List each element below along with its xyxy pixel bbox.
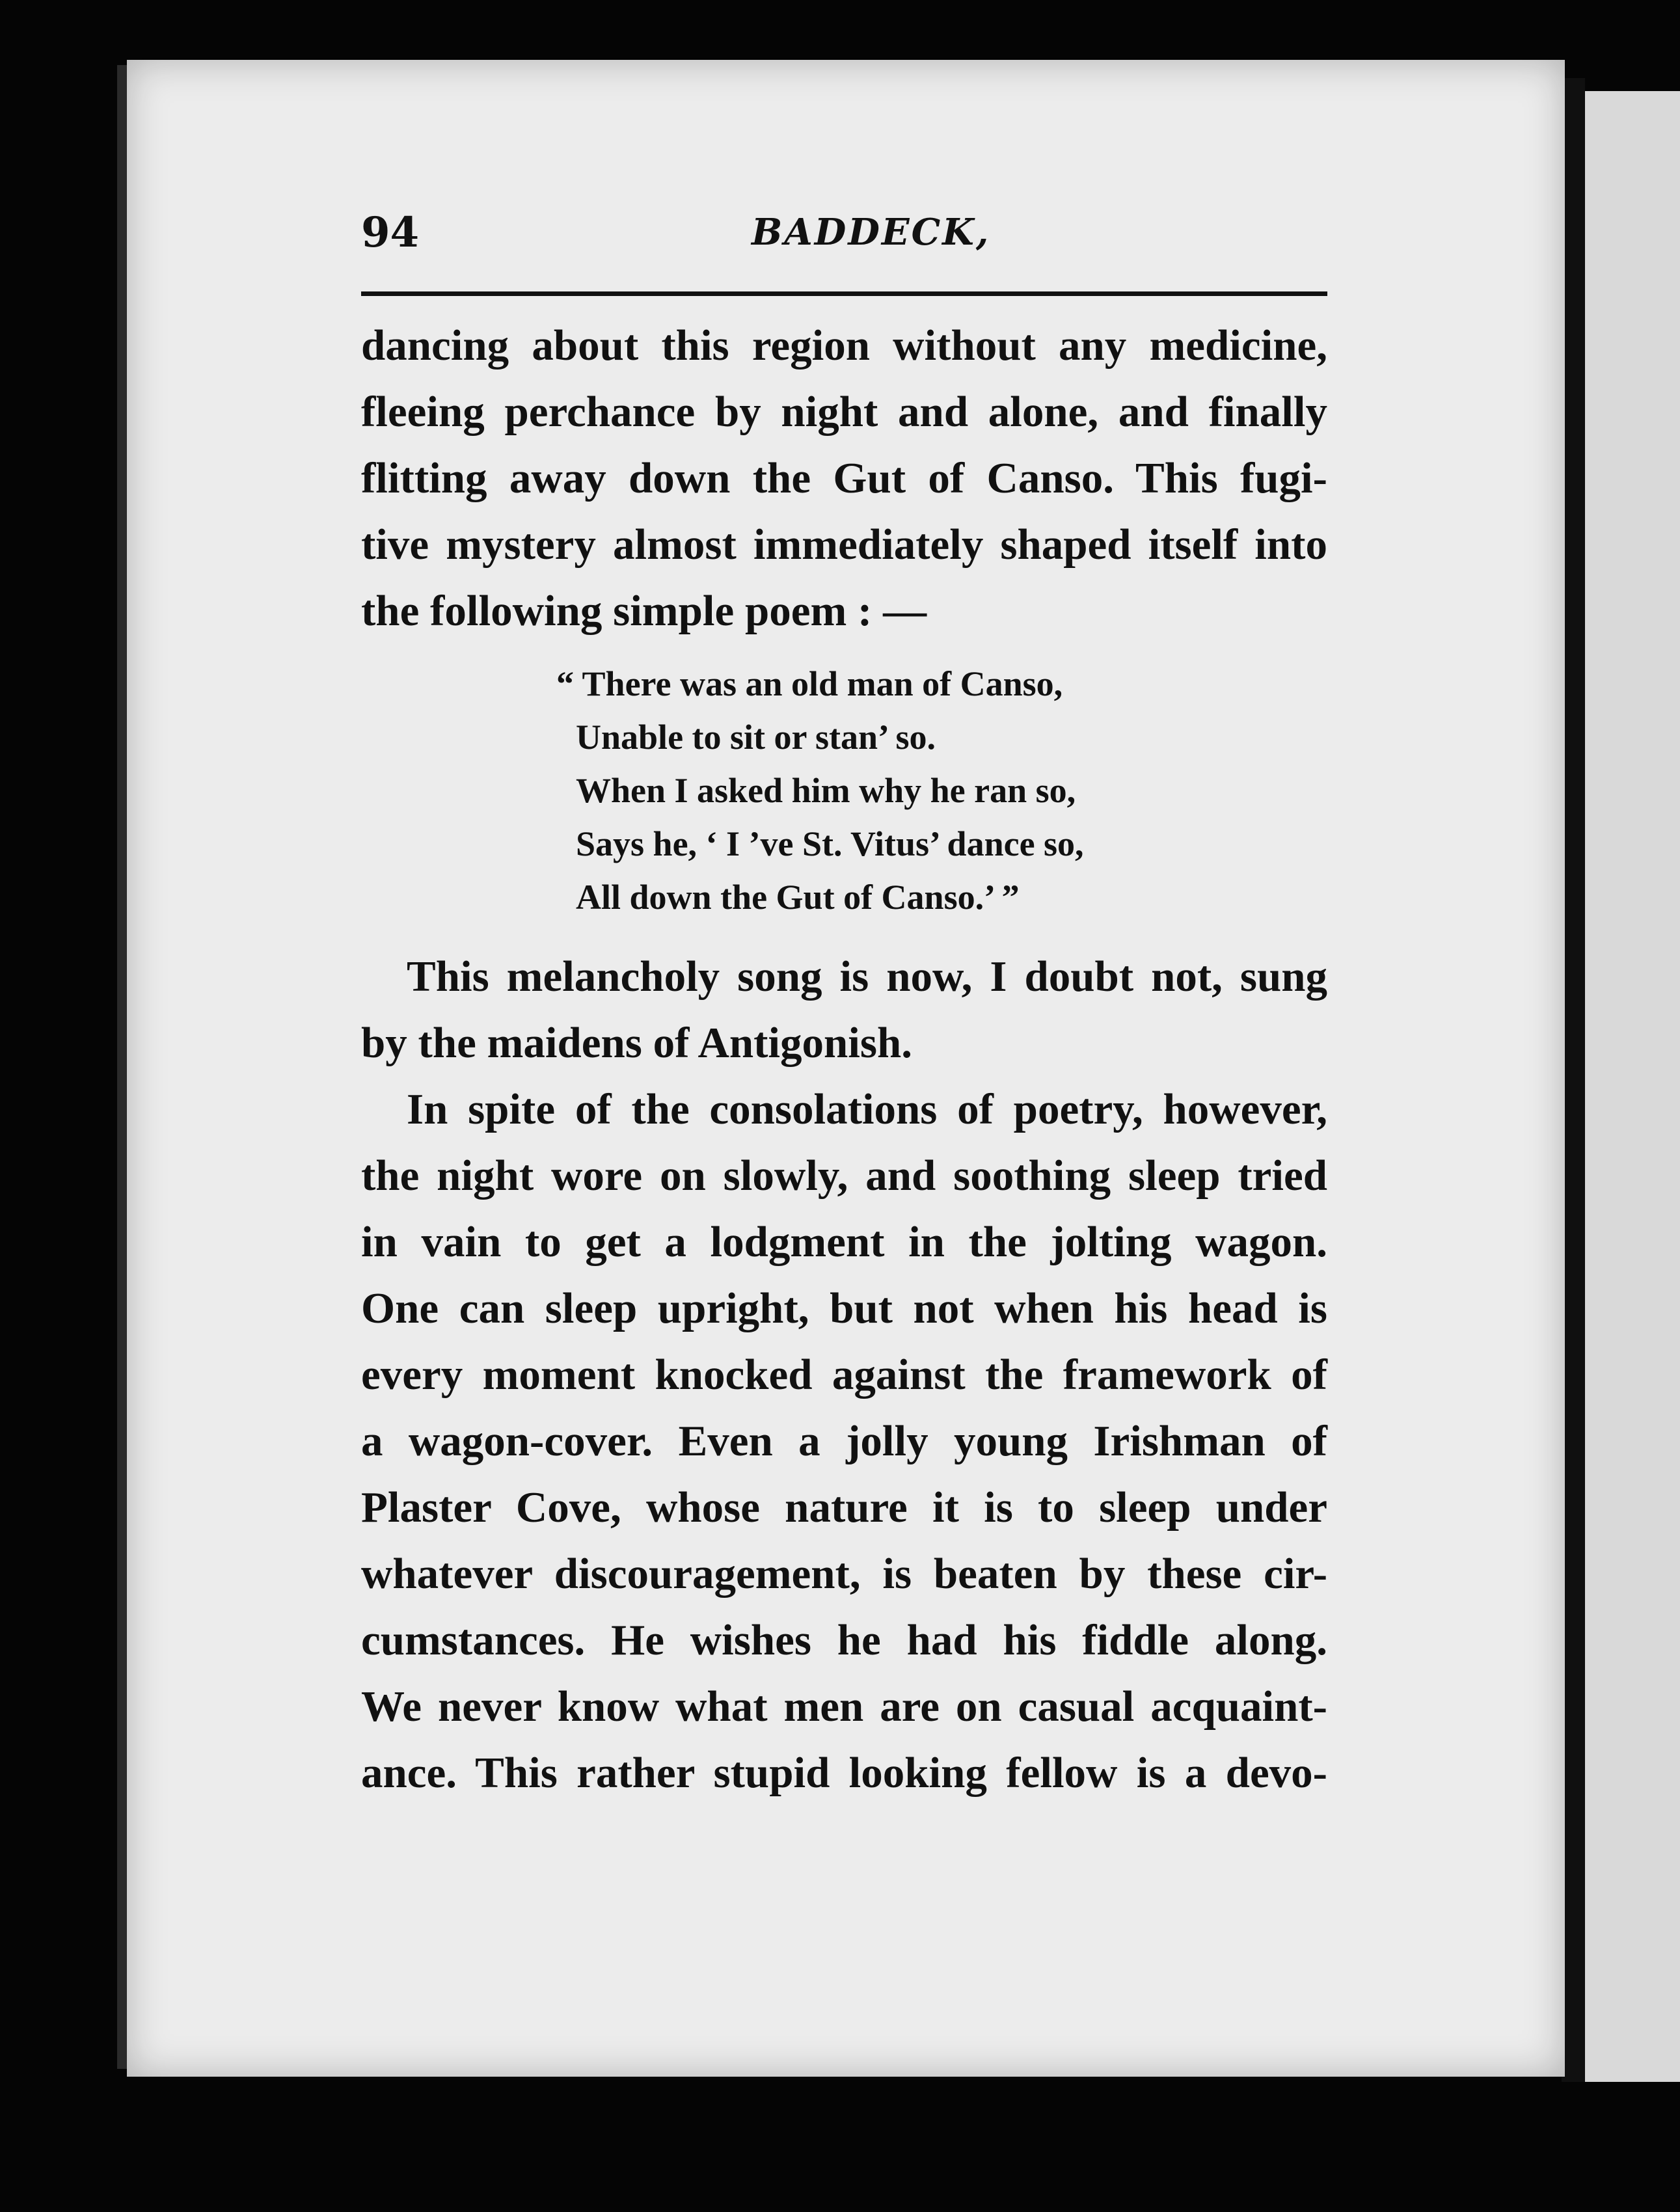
text-line: flitting away down the Gut of Canso. This fugi-	[361, 454, 1327, 502]
poem-line: All down the Gut of Canso.’ ”	[576, 878, 1020, 917]
poem-line: Says he, ‘ I ’ve St. Vitus’ dance so,	[576, 824, 1084, 863]
text-line: a wagon-cover. Even a jolly young Irishman of	[361, 1417, 1327, 1465]
header-rule	[361, 291, 1327, 296]
text-line: the following simple poem : —	[361, 587, 927, 635]
adjacent-page-edge	[1585, 91, 1680, 2082]
poem-block	[361, 657, 1327, 924]
text-line: We never know what men are on casual acquaint-	[361, 1682, 1327, 1731]
text-line: fleeing perchance by night and alone, and finally	[361, 388, 1327, 436]
text-line: dancing about this region without any medicine,	[361, 321, 1327, 370]
text-line: ance. This rather stupid looking fellow is a devo-	[361, 1749, 1327, 1797]
paragraph-3	[361, 1076, 1327, 1806]
text-line: tive mystery almost immediately shaped itself into	[361, 520, 1327, 569]
poem-line: “ There was an old man of Canso,	[556, 664, 1063, 703]
text-line: One can sleep upright, but not when his head is	[361, 1284, 1327, 1332]
page-body	[361, 312, 1327, 1806]
text-line: whatever discouragement, is beaten by these cir-	[361, 1550, 1327, 1598]
text-line: the night wore on slowly, and soothing sleep tried	[361, 1152, 1327, 1200]
text-line: by the maidens of Antigonish.	[361, 1019, 912, 1067]
paragraph-1	[361, 312, 1327, 644]
page-header	[361, 208, 1327, 293]
text-line: This melancholy song is now, I doubt not, sung	[407, 952, 1327, 1001]
poem-line: Unable to sit or stan’ so.	[576, 718, 936, 757]
poem-line: When I asked him why he ran so,	[576, 771, 1076, 810]
text-line: in vain to get a lodgment in the jolting wagon.	[361, 1218, 1327, 1266]
paragraph-2	[361, 943, 1327, 1076]
text-line: cumstances. He wishes he had his fiddle along.	[361, 1616, 1327, 1664]
text-line: every moment knocked against the framework of	[361, 1351, 1327, 1399]
text-line: In spite of the consolations of poetry, however,	[407, 1085, 1327, 1133]
text-line: Plaster Cove, whose nature it is to sleep under	[361, 1483, 1327, 1531]
page-number: 94	[361, 208, 420, 257]
page-right-shadow	[1562, 78, 1585, 2082]
running-head: BADDECK,	[752, 211, 991, 254]
